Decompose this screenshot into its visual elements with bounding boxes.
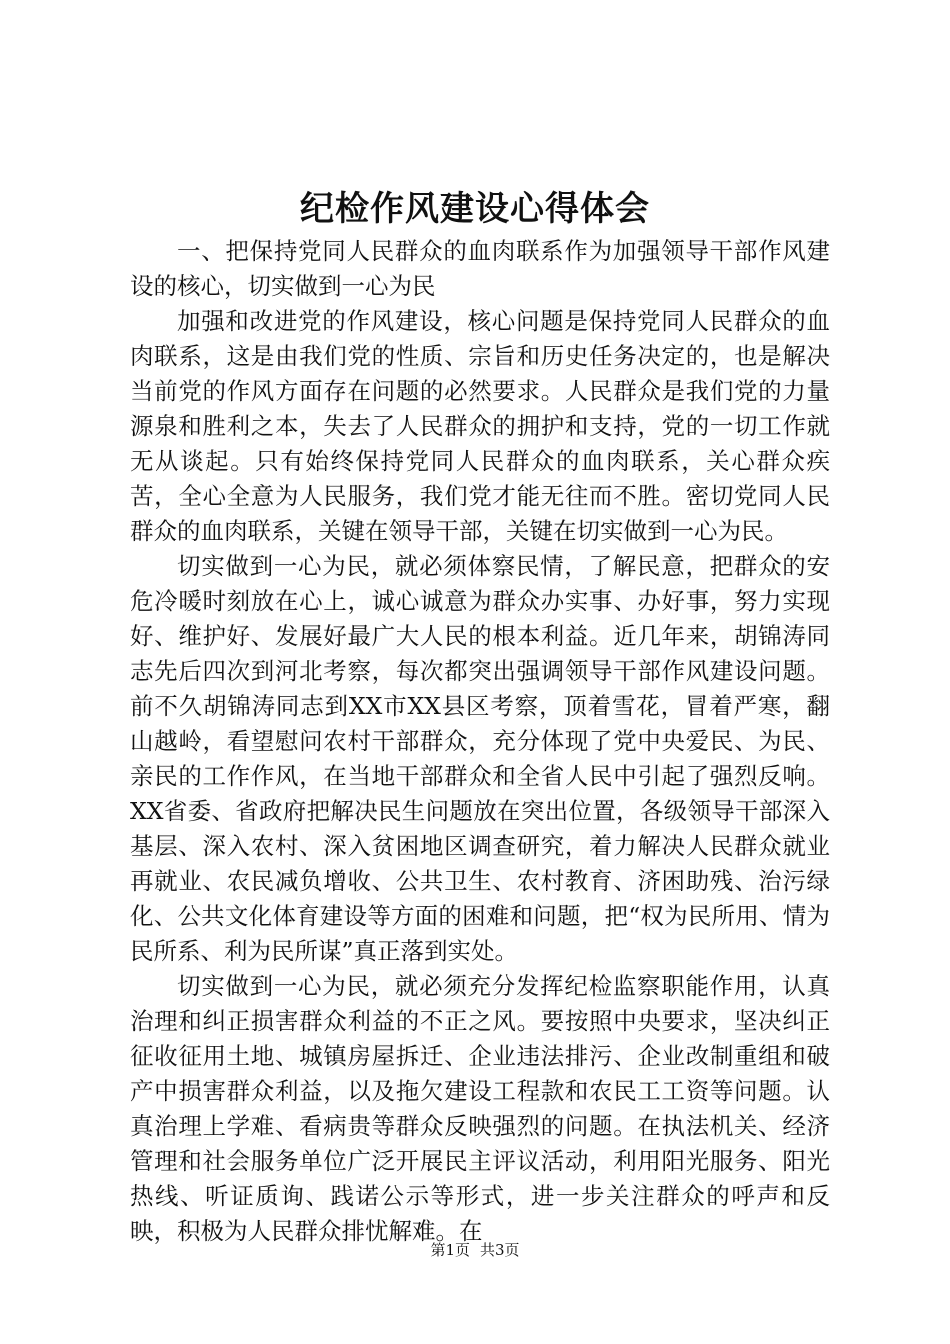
section-heading: 一、把保持党同人民群众的血肉联系作为加强领导干部作风建设的核心，切实做到一心为民 bbox=[130, 237, 830, 300]
page-total: 共3页 bbox=[480, 1241, 520, 1259]
page-footer bbox=[0, 1240, 950, 1260]
document-title: 纪检作风建设心得体会 bbox=[300, 189, 650, 229]
body-paragraph: 加强和改进党的作风建设，核心问题是保持党同人民群众的血肉联系，这是由我们党的性质、宗旨和历史任务决定的，也是解决当前党的作风方面存在问题的必然要求。人民群众是我们党的力量源泉和胜利之本，失去了人民群众的拥护和支持，党的一切工作就无从谈起。只有始终保持党同人民群众的血肉联系，关心群众疾苦，全心全意为人民服务，我们党才能无往而不胜。密切党同人民群众的血肉联系，关键在领导干部，关键在切实做到一心为民。 bbox=[130, 307, 830, 545]
body-paragraph: 切实做到一心为民，就必须充分发挥纪检监察职能作用，认真治理和纠正损害群众利益的不正之风。要按照中央要求，坚决纠正征收征用土地、城镇房屋拆迁、企业违法排污、企业改制重组和破产中损害群众利益，以及拖欠建设工程款和农民工工资等问题。认真治理上学难、看病贵等群众反映强烈的问题。在执法机关、经济管理和社会服务单位广泛开展民主评议活动，利用阳光服务、阳光热线、听证质询、践诺公示等形式，进一步关注群众的呼声和反映，积极为人民群众排忧解难。在 bbox=[130, 972, 830, 1245]
body-paragraph: 切实做到一心为民，就必须体察民情，了解民意，把群众的安危冷暖时刻放在心上，诚心诚意为群众办实事、办好事，努力实现好、维护好、发展好最广大人民的根本利益。近几年来，胡锦涛同志先后四次到河北考察，每次都突出强调领导干部作风建设问题。前不久胡锦涛同志到XX市XX县区考察，顶着雪花，冒着严寒，翻山越岭，看望慰问农村干部群众，充分体现了党中央爱民、为民、亲民的工作作风，在当地干部群众和全省人民中引起了强烈反响。XX省委、省政府把解决民生问题放在突出位置，各级领导干部深入基层、深入农村、深入贫困地区调查研究，着力解决人民群众就业再就业、农民减负增收、公共卫生、农村教育、济困助残、治污绿化、公共文化体育建设等方面的困难和问题，把“权为民所用、情为民所系、利为民所谋”真正落到实处。 bbox=[130, 552, 830, 965]
document-body bbox=[130, 234, 830, 1249]
page-number: 第1页 bbox=[430, 1241, 470, 1259]
